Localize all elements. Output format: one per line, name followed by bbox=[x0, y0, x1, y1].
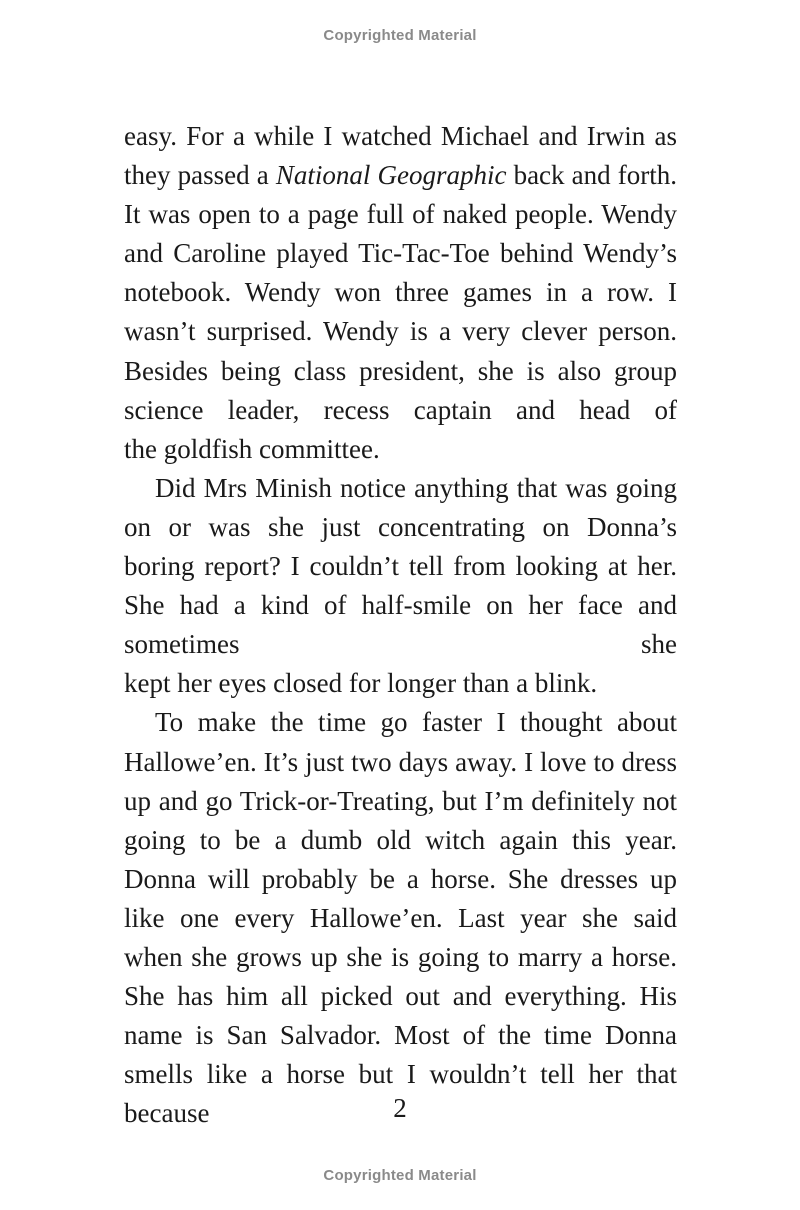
paragraph-2-end bbox=[124, 664, 677, 703]
text-line: easy. For a while I watched Michael and Irwin bbox=[124, 121, 646, 151]
paragraph-1 bbox=[124, 117, 677, 430]
copyright-watermark-bottom: Copyrighted Material bbox=[323, 1167, 477, 1184]
page-body-text bbox=[124, 117, 677, 1133]
text-line: like one every Hallowe’en. Last year she said when bbox=[124, 902, 677, 972]
text-line: up and go Trick-or-Treating, but I’m definitely bbox=[124, 785, 635, 816]
text-line: Did Mrs Minish notice anything that was going bbox=[155, 472, 677, 503]
text-line: report? I couldn’t tell from looking at her. She had bbox=[124, 551, 677, 621]
text-line: group science leader, recess captain and head of bbox=[124, 355, 677, 425]
paragraph-1-end bbox=[124, 430, 677, 469]
text-fragment: as they passed a bbox=[124, 121, 677, 191]
text-line: like a horse but I wouldn’t tell her that because bbox=[124, 1059, 678, 1129]
text-line: forth. It was open to a page full of naked people. bbox=[124, 160, 678, 230]
text-line: Donna will probably be a horse. She dresses up bbox=[124, 863, 677, 894]
paragraph-3 bbox=[124, 703, 677, 1133]
text-line: on or was she just concentrating on Donna’s boring bbox=[124, 511, 677, 582]
text-line: person. Besides being class president, she is also bbox=[124, 316, 677, 386]
text-line: kept her eyes closed for longer than a blink. bbox=[124, 668, 598, 699]
text-line: has him all picked out and everything. His name bbox=[124, 981, 678, 1051]
text-line: Wendy and Caroline played Tic-Tac-Toe behind bbox=[124, 199, 678, 269]
text-line: not going to be a dumb old witch again this year. bbox=[124, 785, 678, 855]
paragraph-2 bbox=[124, 469, 677, 664]
copyright-watermark-top: Copyrighted Material bbox=[323, 27, 477, 44]
text-line: a row. I wasn’t surprised. Wendy is a very clever bbox=[124, 277, 678, 347]
text-line: Wendy’s notebook. Wendy won three games in bbox=[124, 238, 677, 308]
text-line: the goldfish committee. bbox=[124, 433, 380, 464]
text-fragment: back and bbox=[506, 160, 611, 191]
page-number: 2 bbox=[393, 1093, 407, 1123]
magazine-title: National Geographic bbox=[275, 160, 507, 191]
text-line: she grows up she is going to marry a horse. She bbox=[124, 941, 677, 1012]
text-line: a kind of half-smile on her face and sometimes she bbox=[124, 590, 678, 660]
text-line: is San Salvador. Most of the time Donna smells bbox=[124, 1020, 677, 1090]
text-line: To make the time go faster I thought about bbox=[155, 707, 677, 738]
text-line: Hallowe’en. It’s just two days away. I love to dress bbox=[124, 746, 677, 777]
